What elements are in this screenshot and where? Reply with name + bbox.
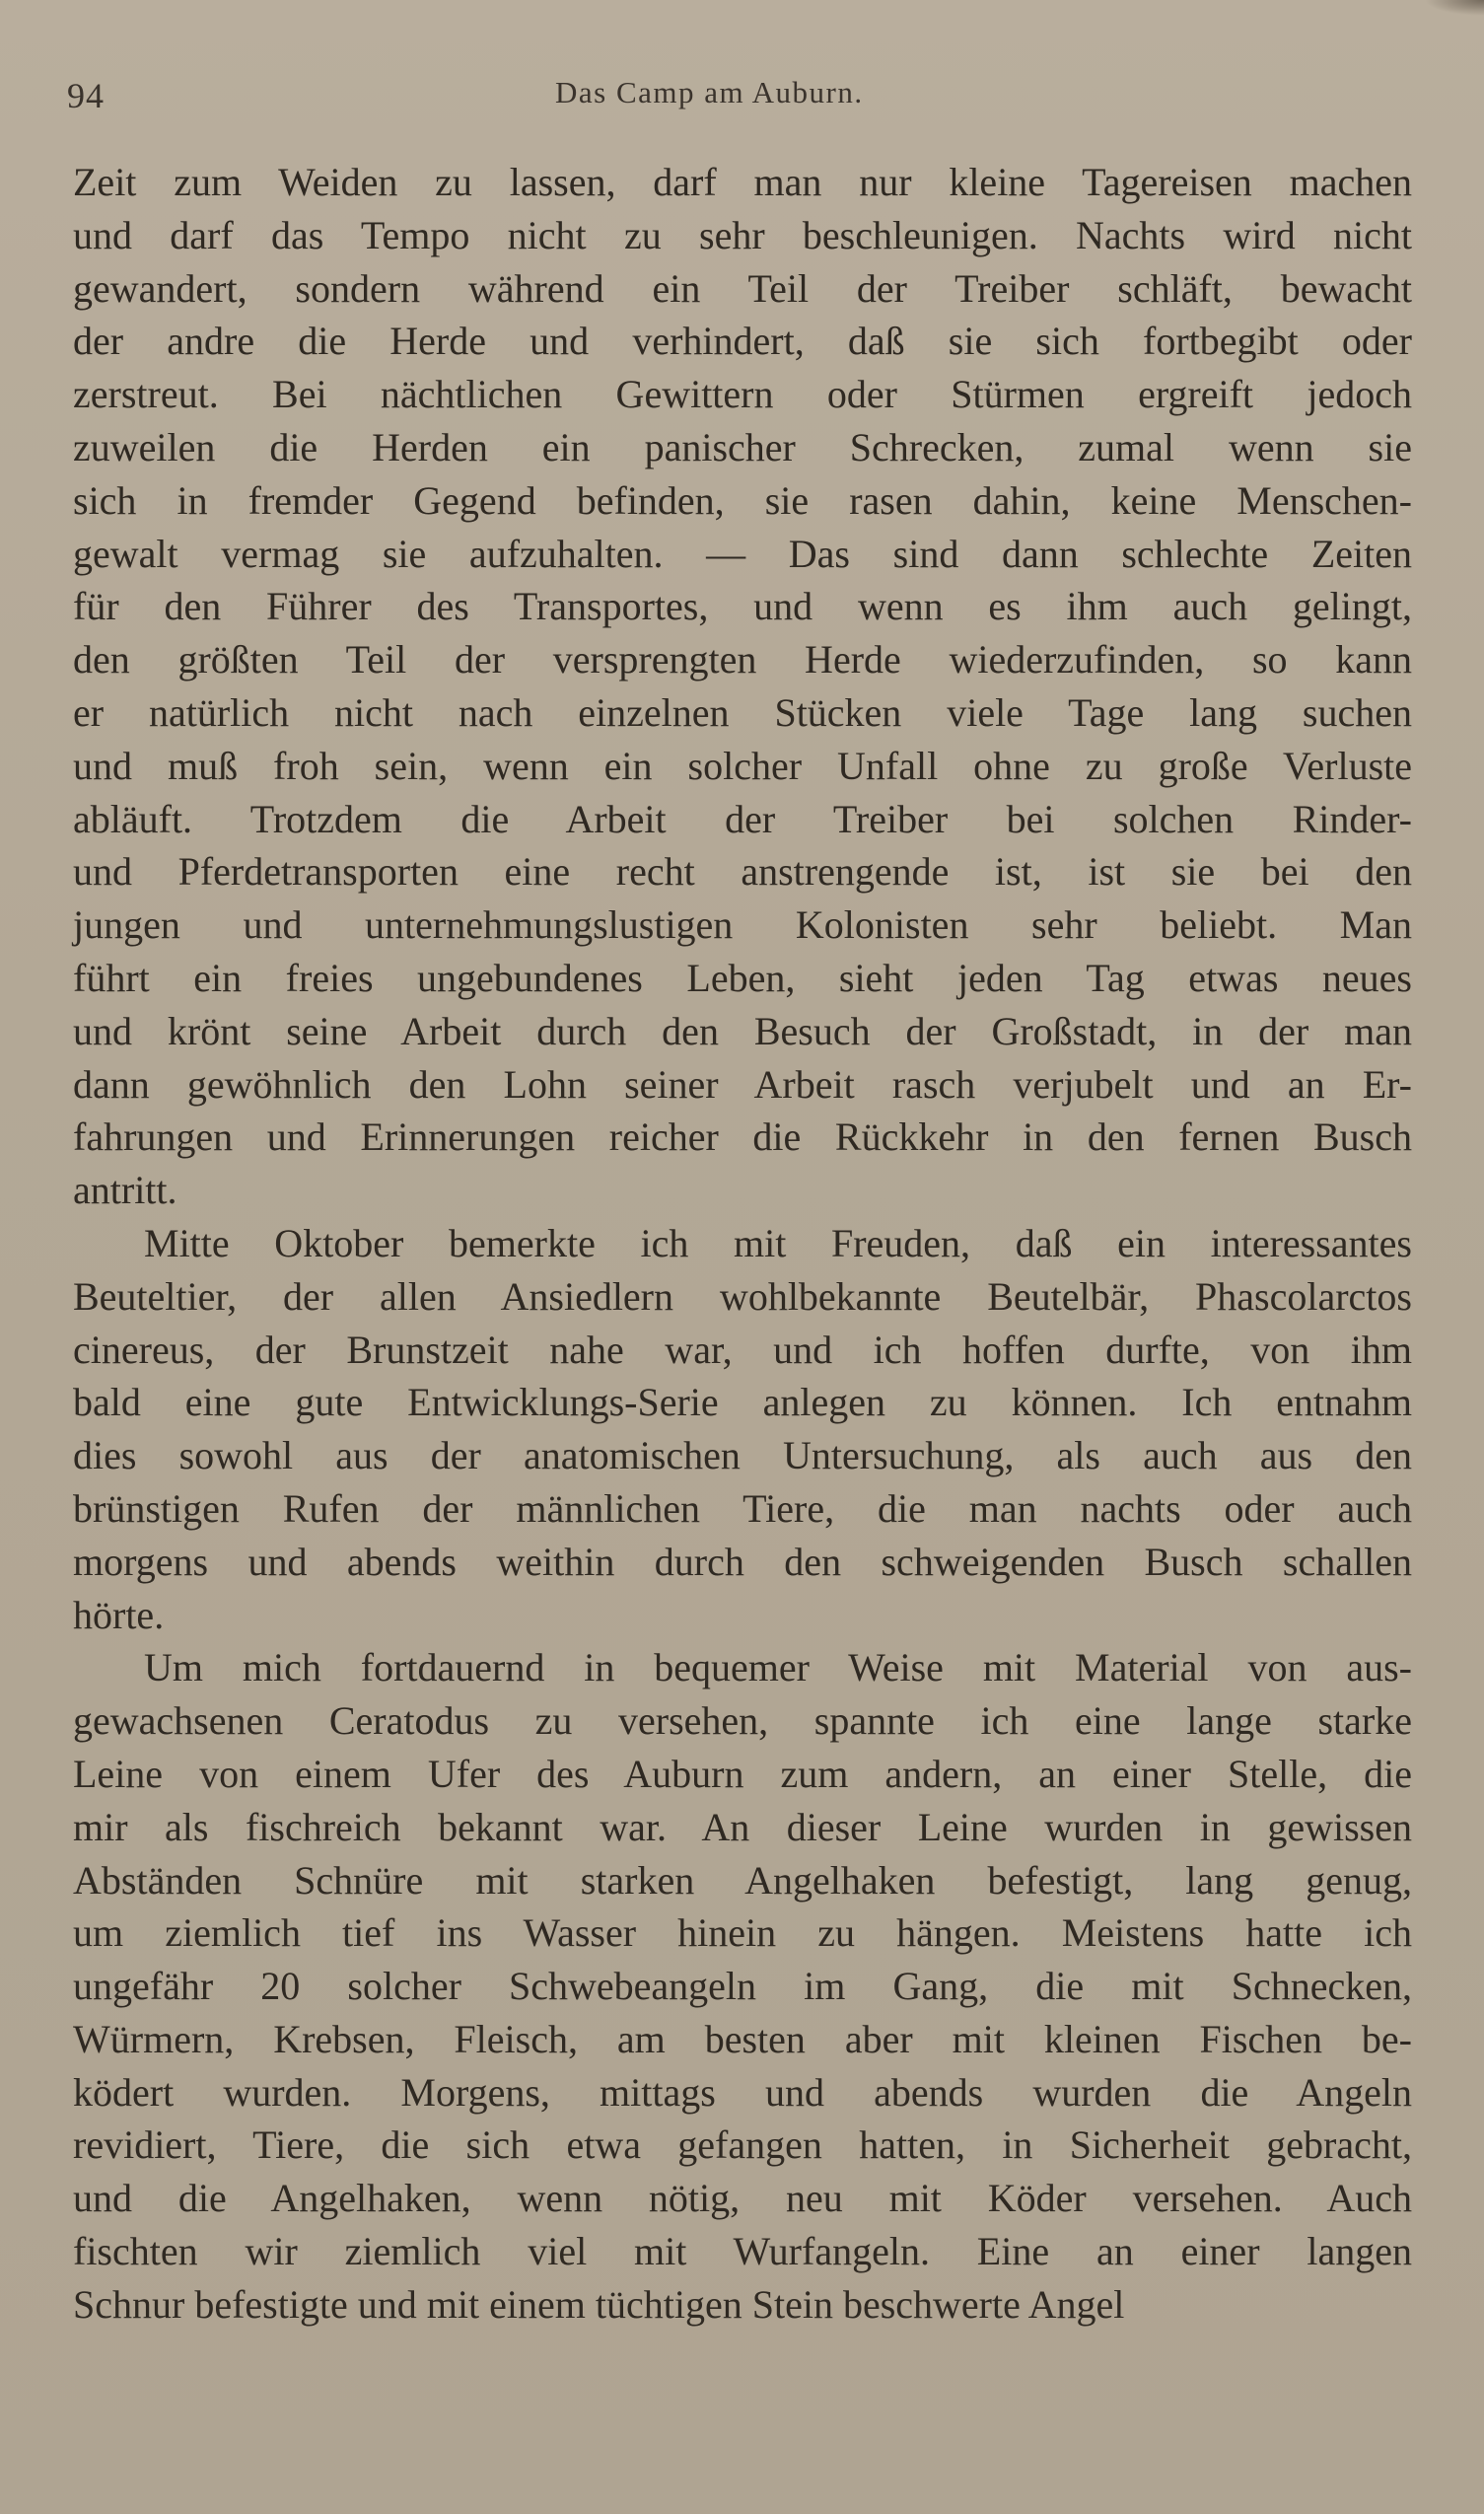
text-line: ködert wurden. Morgens, mittags und abends wurden die Angeln — [73, 2069, 1412, 2115]
text-line: Beuteltier, der allen Ansiedlern wohlbekannte Beutelbär, Phascolarctos — [73, 1273, 1412, 1319]
text-line: fischten wir ziemlich viel mit Wurfangeln. Eine an einer langen — [73, 2229, 1412, 2274]
text-line: Schnur befestigte und mit einem tüchtigen Stein beschwerte Angel — [73, 2281, 1125, 2327]
paragraph — [73, 1217, 1412, 1641]
text-line: um ziemlich tief ins Wasser hinein zu hängen. Meistens hatte ich — [73, 1910, 1412, 1956]
running-head — [67, 71, 1418, 120]
text-line: den größten Teil der versprengten Herde wiederzufinden, so kann — [73, 637, 1412, 682]
text-line: ungefähr 20 solcher Schwebeangeln im Gang, die mit Schnecken, — [73, 1964, 1412, 2009]
text-line: und Pferdetransporten eine recht anstrengende ist, ist sie bei den — [73, 849, 1412, 895]
text-line: und darf das Tempo nicht zu sehr beschleunigen. Nachts wird nicht — [73, 212, 1412, 257]
text-line: antritt. — [73, 1168, 177, 1213]
text-line: Mitte Oktober bemerkte ich mit Freuden, daß ein interessantes — [144, 1220, 1412, 1265]
text-line: dies sowohl aus der anatomischen Untersuchung, als auch aus den — [73, 1433, 1412, 1478]
page-corner-shadow — [1425, 0, 1484, 16]
text-line: hörte. — [73, 1592, 165, 1637]
text-line: fahrungen und Erinnerungen reicher die Rückkehr in den fernen Busch — [73, 1114, 1412, 1160]
text-line: und die Angelhaken, wenn nötig, neu mit Köder versehen. Auch — [73, 2176, 1412, 2221]
page-number: 94 — [67, 76, 105, 115]
text-line: und muß froh sein, wenn ein solcher Unfall ohne zu große Verluste — [73, 743, 1412, 788]
text-line: gewandert, sondern während ein Teil der Treiber schläft, bewacht — [73, 265, 1412, 311]
text-line: morgens und abends weithin durch den schweigenden Busch schallen — [73, 1539, 1412, 1584]
text-line: brünstigen Rufen der männlichen Tiere, die man nachts oder auch — [73, 1485, 1412, 1531]
text-line: abläuft. Trotzdem die Arbeit der Treiber bei solchen Rinder- — [73, 796, 1412, 841]
text-line: Zeit zum Weiden zu lassen, darf man nur kleine Tagereisen machen — [73, 160, 1412, 204]
text-line: mir als fischreich bekannt war. An dieser Leine wurden in gewissen — [73, 1804, 1412, 1849]
text-line: und krönt seine Arbeit durch den Besuch der Großstadt, in der man — [73, 1008, 1412, 1053]
text-line: gewalt vermag sie aufzuhalten. — Das sind dann schlechte Zeiten — [73, 531, 1412, 576]
text-line: führt ein freies ungebundenes Leben, sieht jeden Tag etwas neues — [73, 955, 1412, 1000]
text-line: Abständen Schnüre mit starken Angelhaken befestigt, lang genug, — [73, 1857, 1412, 1903]
text-line: cinereus, der Brunstzeit nahe war, und ich hoffen durfte, von ihm — [73, 1327, 1412, 1372]
text-line: jungen und unternehmungslustigen Kolonisten sehr beliebt. Man — [73, 902, 1412, 948]
text-line: zuweilen die Herden ein panischer Schrecken, zumal wenn sie — [73, 424, 1412, 469]
paragraph — [73, 156, 1412, 1217]
text-line: Leine von einem Ufer des Auburn zum andern, an einer Stelle, die — [73, 1751, 1412, 1796]
text-line: zerstreut. Bei nächtlichen Gewittern oder Stürmen ergreift jedoch — [73, 372, 1412, 417]
text-line: revidiert, Tiere, die sich etwa gefangen hatten, in Sicherheit gebracht, — [73, 2122, 1412, 2168]
text-line: gewachsenen Ceratodus zu versehen, spannte ich eine lange starke — [73, 1698, 1412, 1744]
text-line: für den Führer des Transportes, und wenn es ihm auch gelingt, — [73, 584, 1412, 629]
running-title: Das Camp am Auburn. — [555, 75, 864, 109]
text-line: Um mich fortdauernd in bequemer Weise mit Material von aus- — [144, 1645, 1412, 1690]
text-line: er natürlich nicht nach einzelnen Stücken viele Tage lang suchen — [73, 689, 1412, 735]
text-line: bald eine gute Entwicklungs-Serie anlegen zu können. Ich entnahm — [73, 1380, 1412, 1425]
text-line: Würmern, Krebsen, Fleisch, am besten aber mit kleinen Fischen be- — [73, 2016, 1412, 2061]
body-text — [73, 156, 1412, 2332]
text-line: der andre die Herde und verhindert, daß sie sich fortbegibt oder — [73, 319, 1412, 364]
text-line: dann gewöhnlich den Lohn seiner Arbeit rasch verjubelt und an Er- — [73, 1061, 1412, 1107]
text-line: sich in fremder Gegend befinden, sie rasen dahin, keine Menschen- — [73, 477, 1412, 523]
paragraph — [73, 1641, 1412, 2331]
